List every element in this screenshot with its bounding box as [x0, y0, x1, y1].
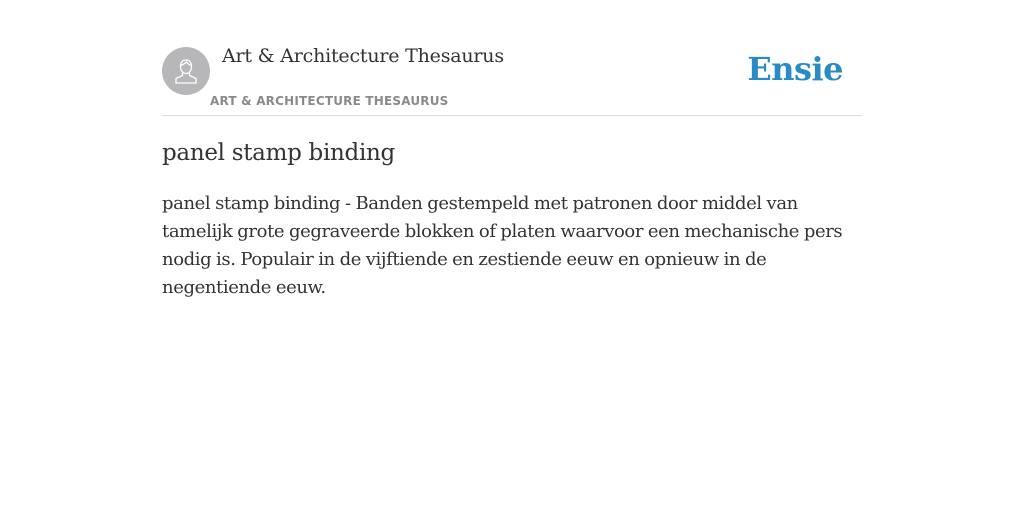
user-silhouette-icon [171, 56, 201, 86]
entry-definition: panel stamp binding - Banden gestempeld met patronen door middel van tamelijk grote gegraveerde blokken of platen waarvoor een mechanische pers nodig is. Populair in de vijftiende en zestiende eeuw en opnieuw in de negentiende eeuw. [162, 193, 843, 298]
author-avatar[interactable] [162, 47, 210, 95]
entry-header [162, 0, 862, 116]
entry-term: panel stamp binding [162, 140, 395, 166]
author-subtitle: ART & ARCHITECTURE THESAURUS [210, 94, 449, 108]
ensie-logo-link[interactable]: Ensie [747, 50, 843, 88]
content-container [162, 0, 862, 302]
author-name-link[interactable]: Art & Architecture Thesaurus [222, 45, 504, 67]
